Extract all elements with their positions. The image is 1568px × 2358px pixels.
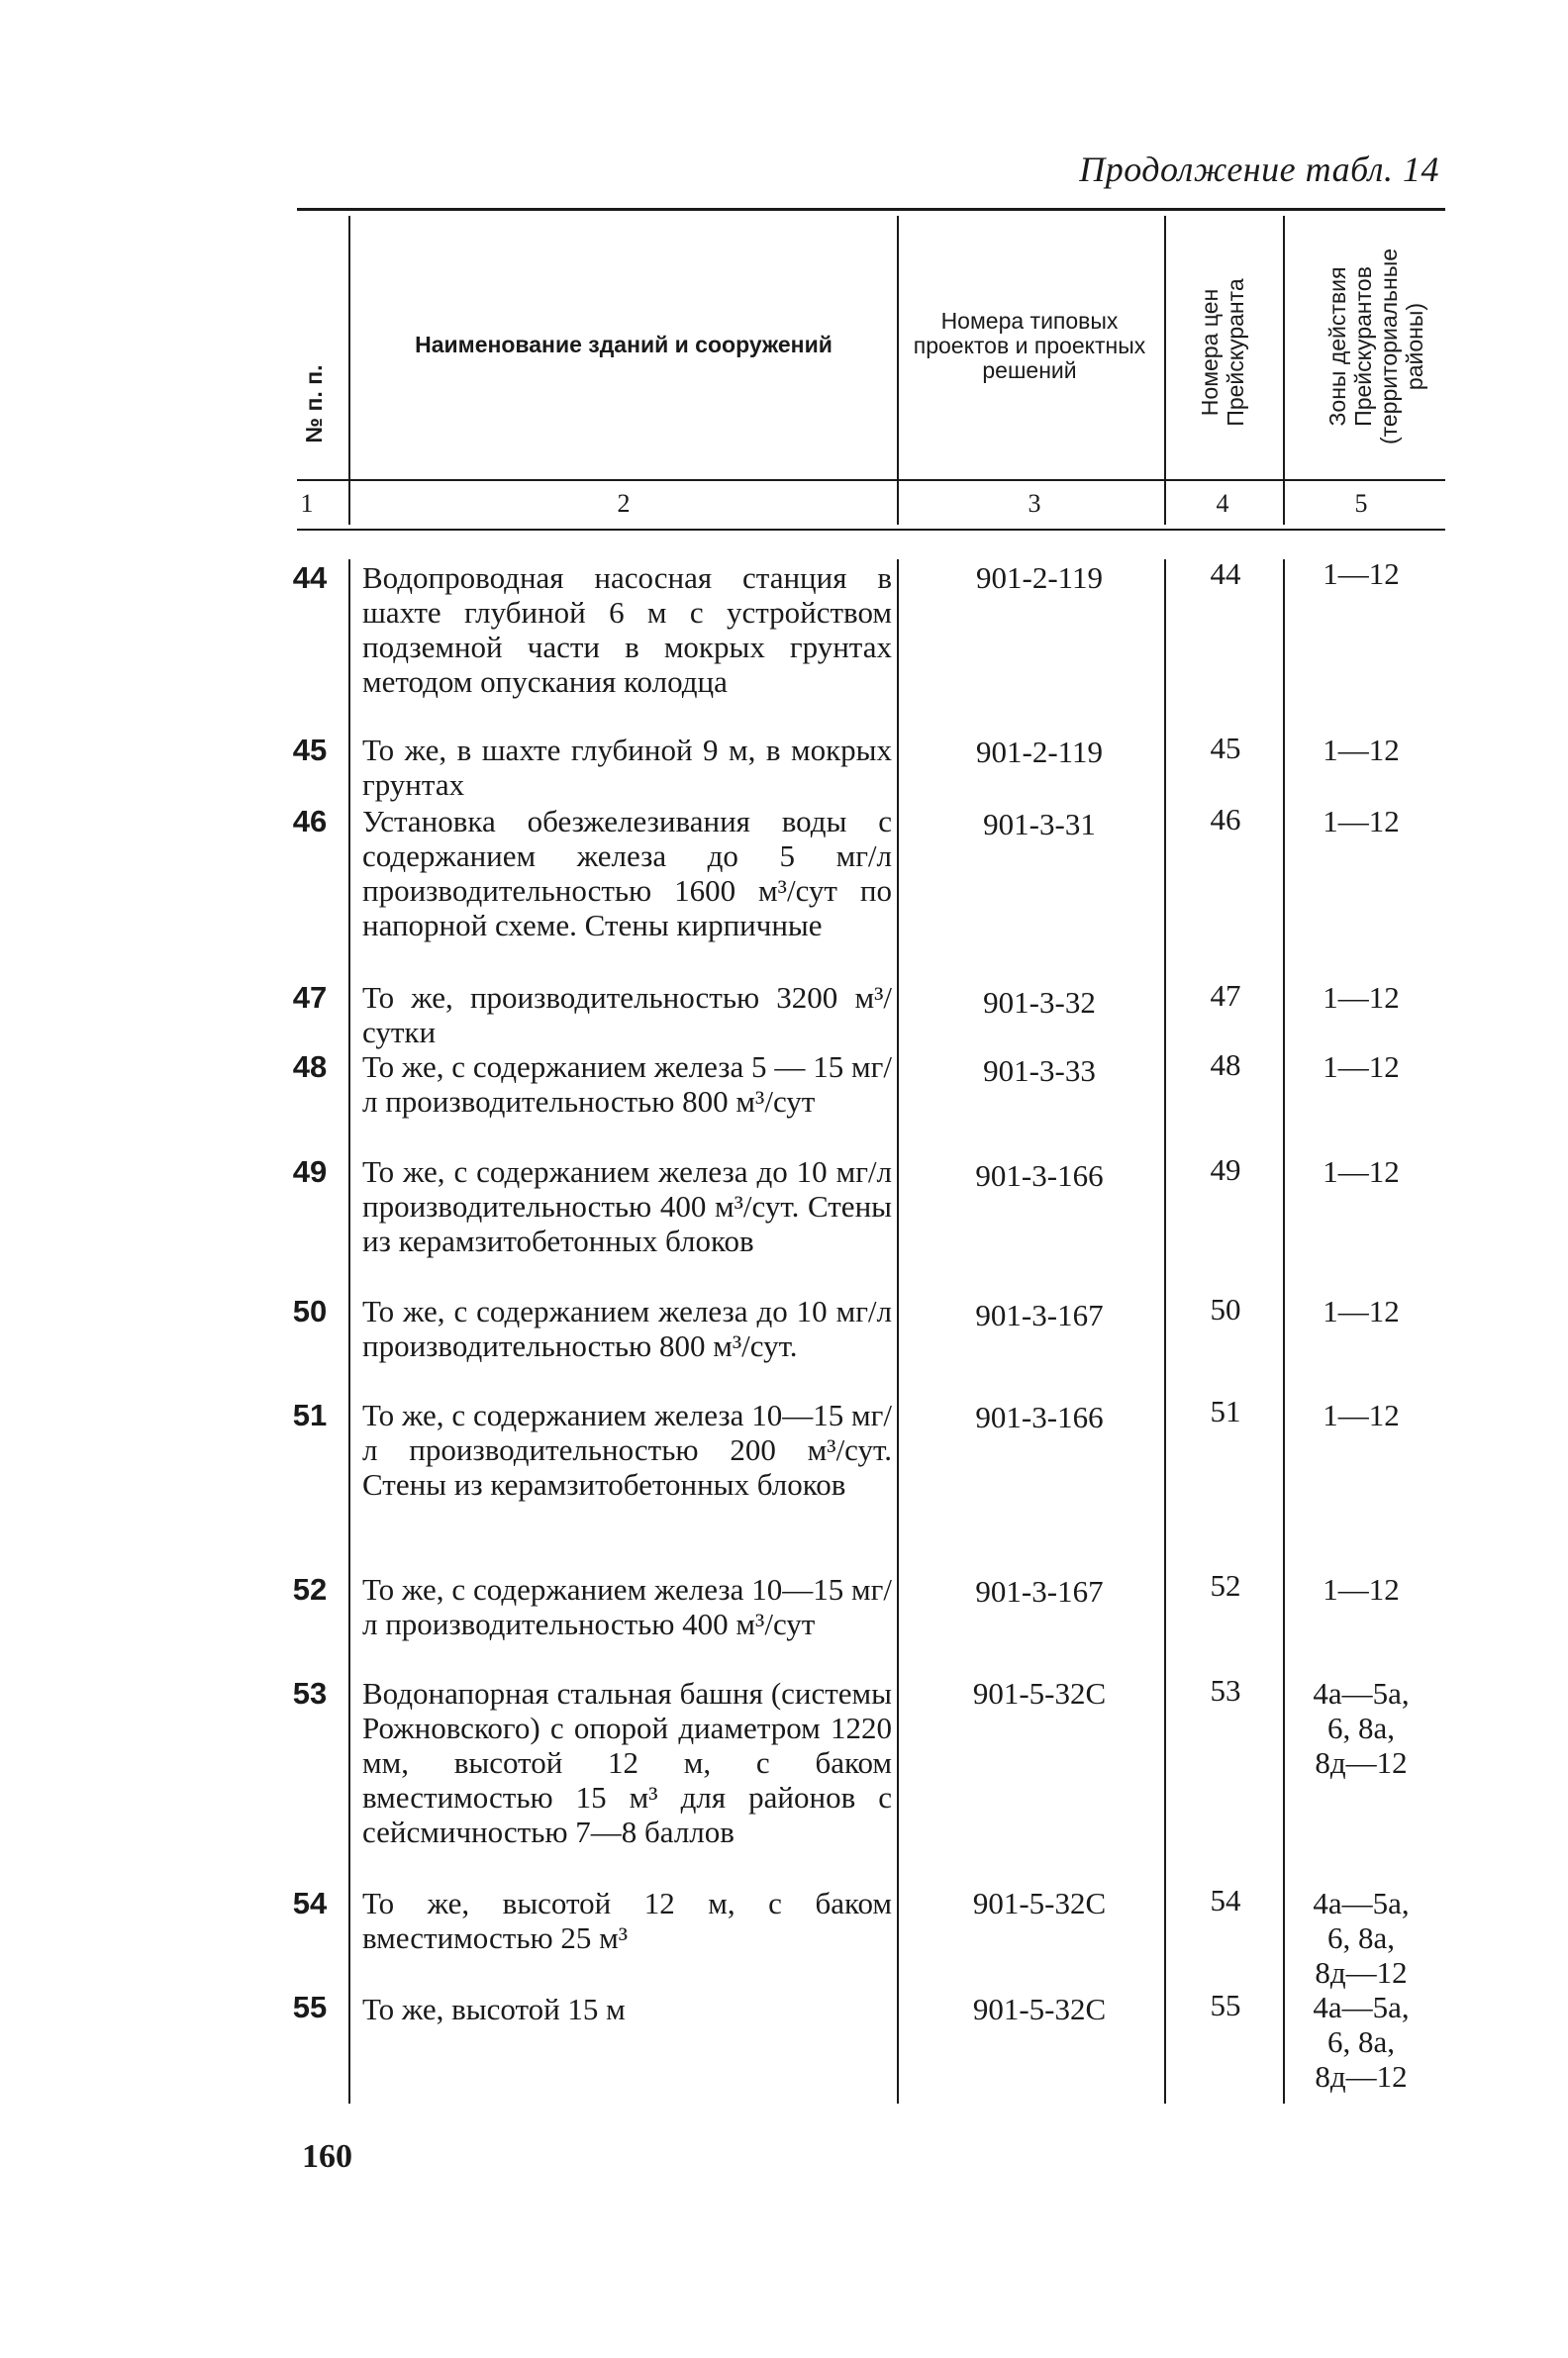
row-number: 47 [292, 980, 328, 1015]
body-divider [348, 559, 350, 2104]
header-col5-line2: Прейскурантов [1350, 266, 1376, 427]
row-name: То же, в шахте глубиной 9 м, в мокрых грунтах [362, 733, 892, 802]
row-zones: 1—12 [1323, 804, 1400, 838]
column-number: 3 [1028, 489, 1041, 518]
header-col5-line3: (территориальные [1376, 247, 1402, 445]
row-price: 44 [1210, 556, 1241, 591]
header-col1: № п. п. [301, 364, 327, 443]
row-name: То же, с содержанием железа 10—15 мг/л производительностью 200 м³/сут. Стены из керамзитобетонных блоков [362, 1398, 892, 1502]
row-zones: 1—12 [1323, 1154, 1400, 1189]
table-top-rule [297, 208, 1445, 211]
row-project: 901-5-32С [972, 1886, 1107, 1920]
row-zones: 4а—5а, 6, 8а, 8д—12 [1313, 1676, 1410, 1780]
row-price: 47 [1210, 978, 1241, 1013]
row-price: 52 [1210, 1568, 1241, 1603]
row-price: 53 [1210, 1673, 1241, 1708]
row-zones: 1—12 [1323, 1294, 1400, 1328]
header-col2: Наименование зданий и сооружений [415, 332, 833, 357]
header-col5-line1: Зоны действия [1324, 266, 1350, 427]
row-project: 901-5-32С [972, 1676, 1107, 1711]
row-price: 46 [1210, 802, 1241, 836]
row-project: 901-3-167 [975, 1574, 1104, 1609]
row-price: 55 [1210, 1988, 1241, 2022]
row-number: 46 [292, 804, 328, 838]
row-number: 53 [292, 1676, 328, 1711]
row-number: 50 [292, 1294, 328, 1328]
row-project: 901-2-119 [976, 735, 1103, 769]
header-col5 [1324, 233, 1427, 460]
column-number: 1 [300, 489, 314, 518]
row-project: 901-3-166 [975, 1158, 1104, 1193]
row-zones: 1—12 [1323, 980, 1400, 1015]
row-project: 901-2-119 [976, 560, 1103, 595]
header-rule [297, 479, 1445, 481]
row-zones: 1—12 [1323, 1049, 1400, 1084]
row-price: 45 [1210, 731, 1241, 765]
column-number: 4 [1216, 489, 1229, 518]
header-col3: Номера типовых проектов и проектных решений [913, 308, 1146, 383]
header-col5-line4: районы) [1402, 302, 1427, 391]
row-zones: 1—12 [1323, 1398, 1400, 1432]
row-project: 901-3-167 [975, 1298, 1104, 1332]
row-zones: 1—12 [1323, 733, 1400, 767]
row-number: 54 [292, 1886, 328, 1920]
row-number: 52 [292, 1572, 328, 1607]
row-name: Водопроводная насосная станция в шахте глубиной 6 м с устройством подземной части в мокрых грунтах методом опускания колодца [362, 560, 892, 699]
header-col4-line1: Номера цен [1197, 288, 1223, 417]
row-number: 51 [292, 1398, 328, 1432]
row-name: Установка обезжелезивания воды с содержанием железа до 5 мг/л производительностью 1600 м³/сут по напорной схеме. Стены кирпичные [362, 804, 892, 942]
row-name: То же, с содержанием железа 10—15 мг/л производительностью 400 м³/сут [362, 1572, 892, 1641]
page-number: 160 [302, 2138, 352, 2175]
row-zones: 1—12 [1323, 1572, 1400, 1607]
header-col4-line2: Прейскуранта [1223, 278, 1248, 427]
row-project: 901-3-31 [983, 807, 1096, 841]
body-divider [1283, 559, 1285, 2104]
row-name: То же, высотой 15 м [362, 1992, 626, 2026]
row-zones: 1—12 [1323, 556, 1400, 591]
row-name: То же, высотой 12 м, с баком вместимостью 25 м³ [362, 1886, 892, 1955]
row-project: 901-3-166 [975, 1400, 1104, 1434]
column-number: 5 [1354, 489, 1368, 518]
header-col4 [1197, 253, 1248, 451]
row-number: 45 [292, 733, 328, 767]
table-caption: Продолжение табл. 14 [1079, 149, 1439, 189]
row-name: То же, производительностью 3200 м³/сутки [362, 980, 892, 1049]
header-rule [297, 529, 1445, 531]
row-price: 51 [1210, 1394, 1241, 1428]
row-name: То же, с содержанием железа 5 — 15 мг/л производительностью 800 м³/сут [362, 1049, 892, 1119]
row-name: Водонапорная стальная башня (системы Рожновского) с опорой диаметром 1220 мм, высотой 12 м, с баком вместимостью 15 м³ для районов с сейсмичностью 7—8 баллов [362, 1676, 892, 1849]
row-project: 901-3-33 [983, 1053, 1096, 1088]
row-project: 901-5-32С [972, 1992, 1107, 2026]
row-number: 48 [292, 1049, 328, 1084]
row-number: 44 [292, 560, 328, 595]
row-project: 901-3-32 [983, 985, 1096, 1020]
row-price: 48 [1210, 1047, 1241, 1082]
row-zones: 4а—5а, 6, 8а, 8д—12 [1313, 1990, 1410, 2094]
row-name: То же, с содержанием железа до 10 мг/л производительностью 800 м³/сут. [362, 1294, 892, 1363]
body-divider [897, 559, 899, 2104]
row-price: 49 [1210, 1152, 1241, 1187]
row-number: 49 [292, 1154, 328, 1189]
row-zones: 4а—5а, 6, 8а, 8д—12 [1313, 1886, 1410, 1990]
row-price: 54 [1210, 1883, 1241, 1917]
row-price: 50 [1210, 1292, 1241, 1326]
row-name: То же, с содержанием железа до 10 мг/л производительностью 400 м³/сут. Стены из керамзитобетонных блоков [362, 1154, 892, 1258]
row-number: 55 [292, 1990, 328, 2024]
column-number: 2 [617, 489, 631, 518]
